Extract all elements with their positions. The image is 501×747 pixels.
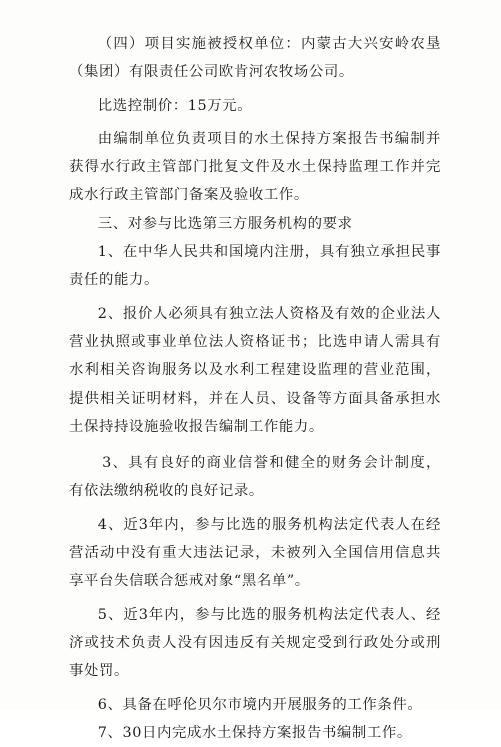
requirement-item-7: 7、30日内完成水土保持方案报告书编制工作。 — [97, 724, 412, 741]
section-heading-requirements: 三、对参与比选第三方服务机构的要求 — [97, 215, 353, 232]
requirement-item-5: 5、近3年内，参与比选的服务机构法定代表人、经济或技术负责人没有因违反有关规定受到行政处分或刑事处罚。 — [69, 606, 441, 680]
requirement-item-2: 2、报价人必须具有独立法人资格及有效的企业法人营业执照或事业单位法人资格证书；比选申请人需具有水利相关咨询服务以及水利工程建设监理的营业范围，提供相关证明材料，并在人员、设备等方面具备承担水土保持持设施验收报告编制工作能力。 — [69, 305, 441, 435]
paragraph-authorized-unit: （四）项目实施被授权单位：内蒙古大兴安岭农垦（集团）有限责任公司欧肯河农牧场公司。 — [69, 36, 441, 81]
requirement-item-1: 1、在中华人民共和国境内注册，具有独立承担民事责任的能力。 — [69, 244, 441, 289]
requirement-item-3: 3、具有良好的商业信誉和健全的财务会计制度，有依法缴纳税收的良好记录。 — [69, 455, 441, 500]
document-body — [69, 30, 441, 747]
paragraph-control-price: 比选控制价：15万元。 — [97, 97, 253, 114]
requirement-item-4: 4、近3年内，参与比选的服务机构法定代表人在经营活动中没有重大违法记录，未被列入全国信用信息共享平台失信联合惩戒对象“黑名单”。 — [69, 516, 441, 590]
paragraph-work-scope: 由编制单位负责项目的水土保持方案报告书编制并获得水行政主管部门批复文件及水土保持监理工作并完成水行政主管部门备案及验收工作。 — [69, 130, 441, 204]
requirement-item-6: 6、具备在呼伦贝尔市境内开展服务的工作条件。 — [97, 696, 423, 713]
